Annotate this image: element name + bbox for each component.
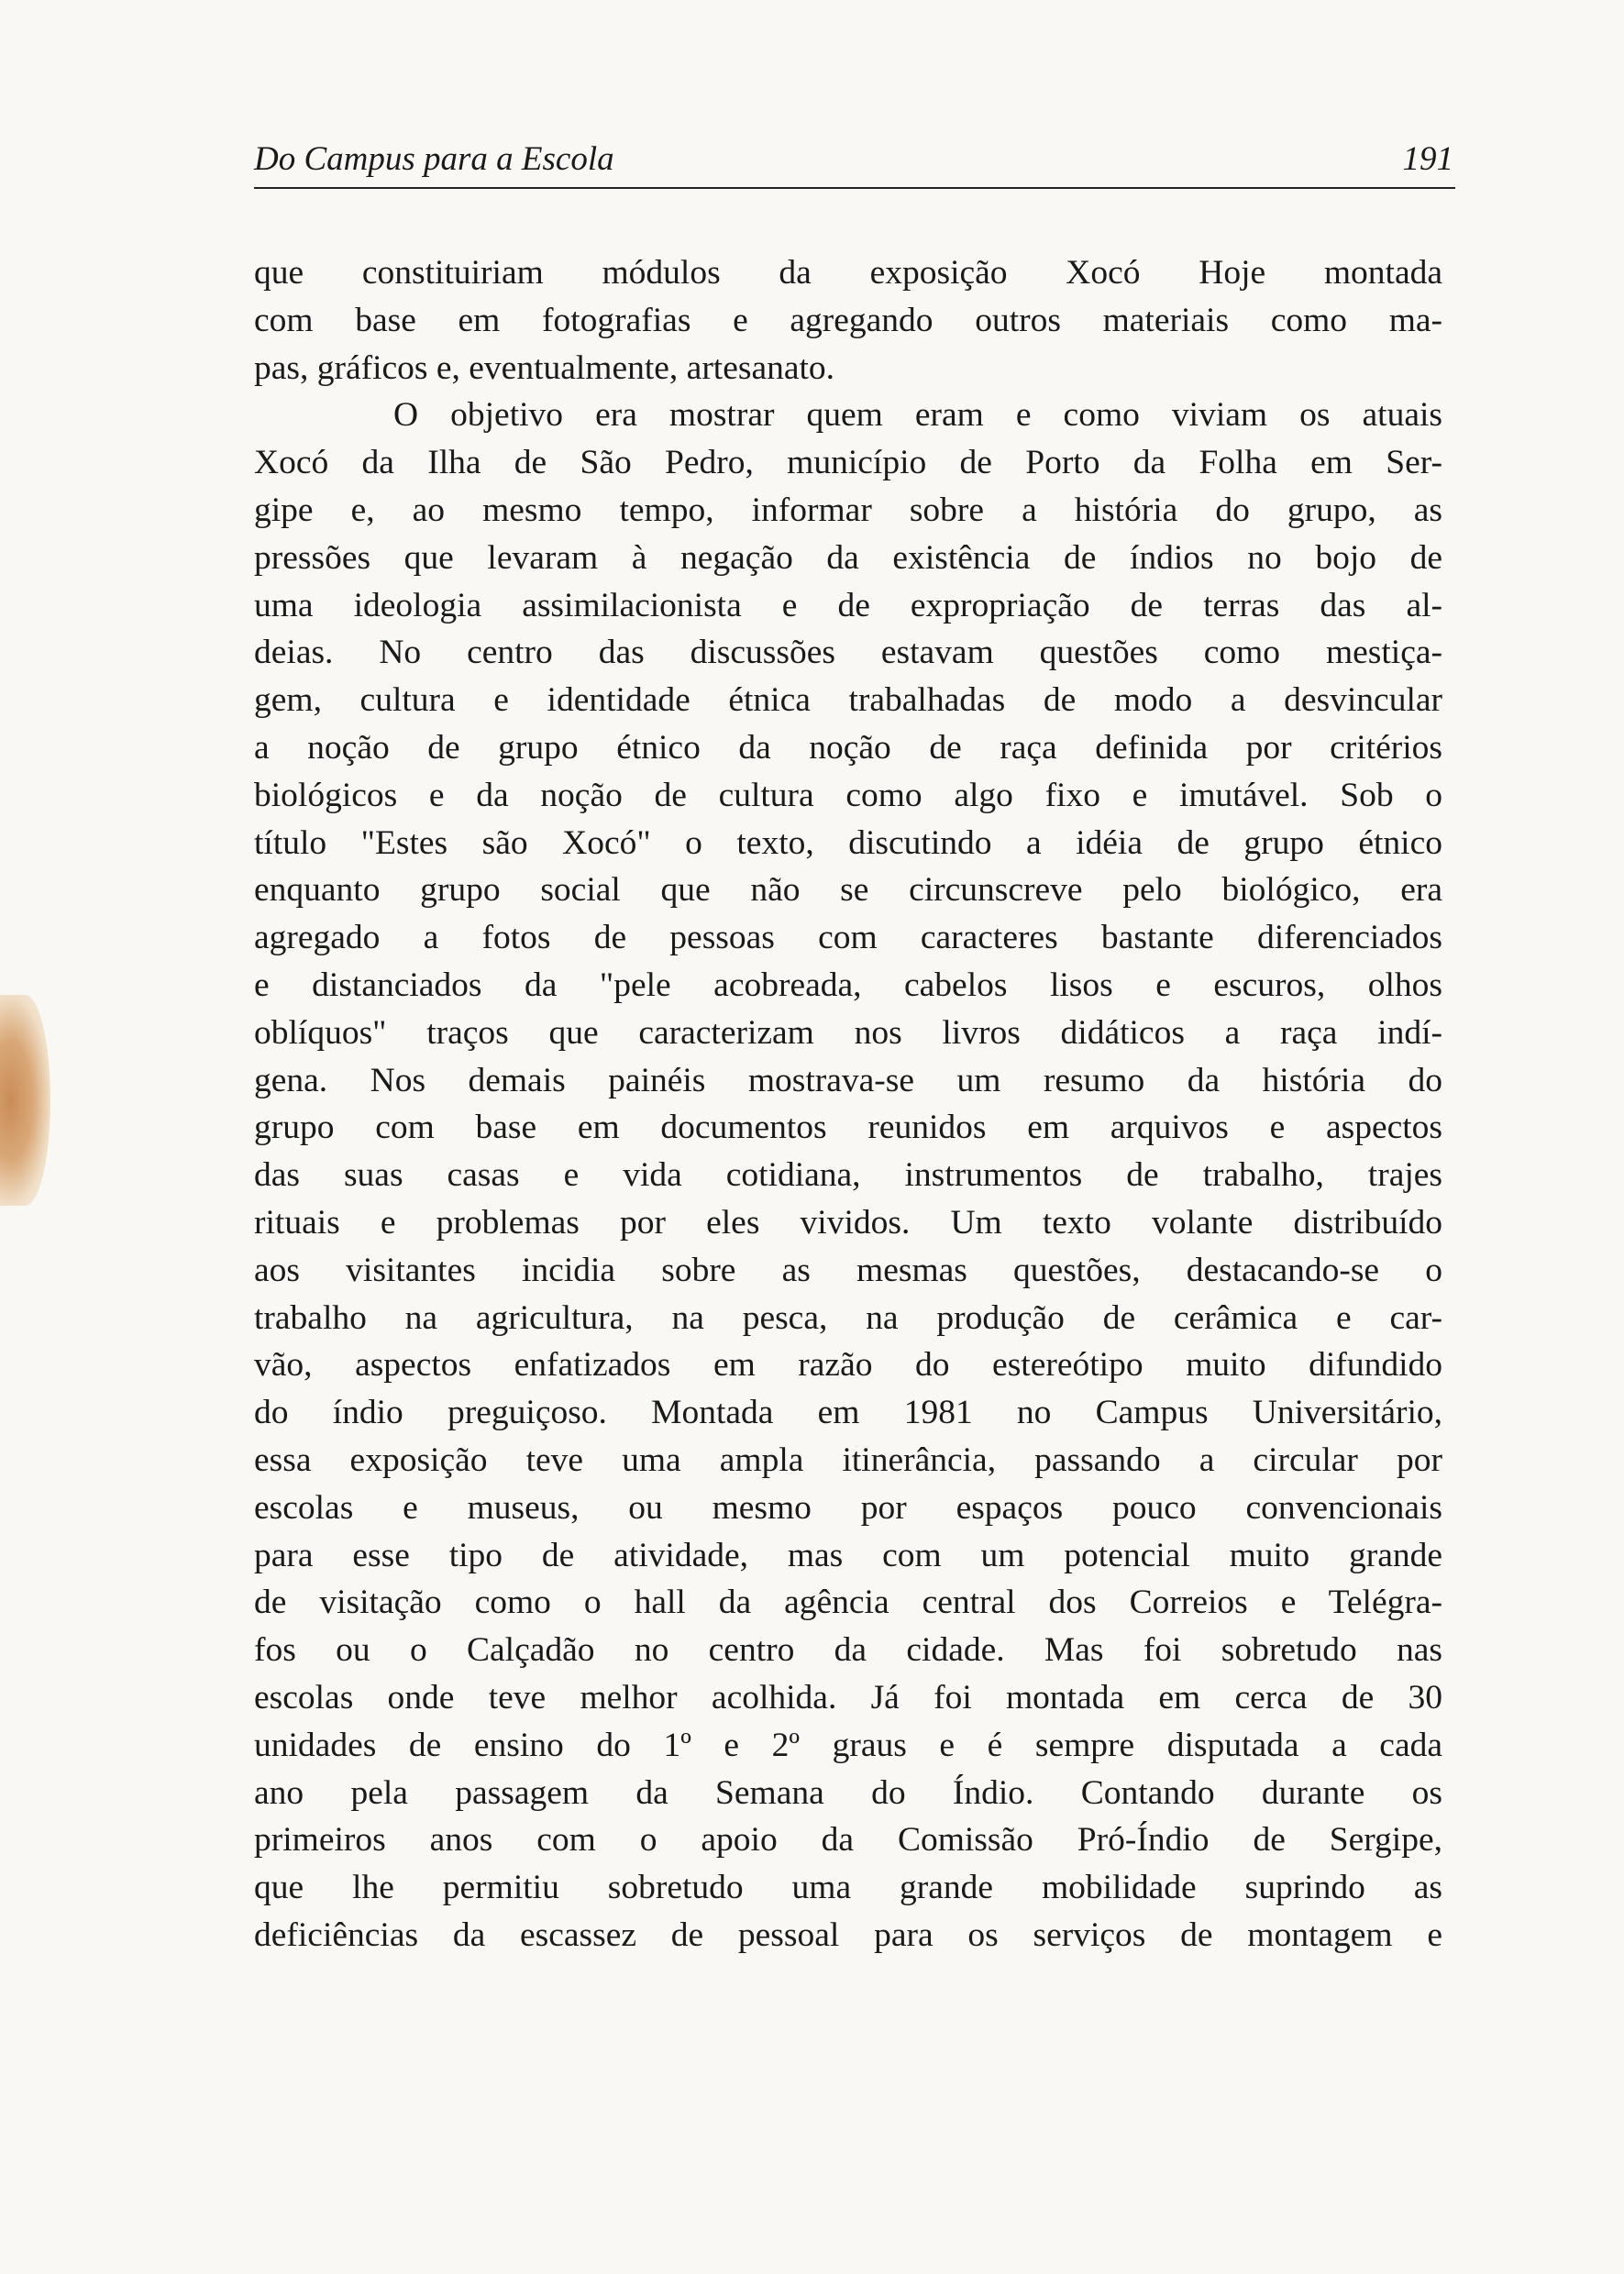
text-line: uma ideologia assimilacionista e de expropriação de terras das al- <box>254 586 1442 624</box>
text-line: deficiências da escassez de pessoal para os serviços de montagem e <box>254 1915 1442 1954</box>
text-line: vão, aspectos enfatizados em razão do estereótipo muito difundido <box>254 1346 1442 1385</box>
text-line: para esse tipo de atividade, mas com um potencial muito grande <box>254 1536 1442 1574</box>
text-line: das suas casas e vida cotidiana, instrumentos de trabalho, trajes <box>254 1156 1442 1195</box>
text-line: biológicos e da noção de cultura como algo fixo e imutável. Sob o <box>254 776 1442 814</box>
text-line: trabalho na agricultura, na pesca, na produção de cerâmica e car- <box>254 1298 1442 1337</box>
text-line: fos ou o Calçadão no centro da cidade. Mas foi sobretudo nas <box>254 1631 1442 1670</box>
text-line: unidades de ensino do 1º e 2º graus e é sempre disputada a cada <box>254 1726 1442 1764</box>
page-header <box>254 139 1455 189</box>
paragraph-start-line: O objetivo era mostrar quem eram e como viviam os atuais <box>393 396 1442 435</box>
text-line: aos visitantes incidia sobre as mesmas questões, destacando-se o <box>254 1251 1442 1289</box>
text-line: título "Estes são Xocó" o texto, discutindo a idéia de grupo étnico <box>254 823 1442 862</box>
text-line: gipe e, ao mesmo tempo, informar sobre a história do grupo, as <box>254 491 1442 529</box>
text-line: Xocó da Ilha de São Pedro, município de Porto da Folha em Ser- <box>254 444 1442 482</box>
text-line: que lhe permitiu sobretudo uma grande mobilidade suprindo as <box>254 1869 1442 1907</box>
text-line: do índio preguiçoso. Montada em 1981 no Campus Universitário, <box>254 1394 1442 1432</box>
text-line: ano pela passagem da Semana do Índio. Contando durante os <box>254 1773 1442 1812</box>
text-line: pressões que levaram à negação da existência de índios no bojo de <box>254 538 1442 577</box>
text-line: oblíquos" traços que caracterizam nos livros didáticos a raça indí- <box>254 1013 1442 1052</box>
text-line: gem, cultura e identidade étnica trabalhadas de modo a desvincular <box>254 681 1442 720</box>
text-line: essa exposição teve uma ampla itinerância, passando a circular por <box>254 1441 1442 1479</box>
text-line: pas, gráficos e, eventualmente, artesanato. <box>254 348 835 387</box>
page-number: 191 <box>1402 140 1453 178</box>
text-line: escolas e museus, ou mesmo por espaços pouco convencionais <box>254 1488 1442 1527</box>
text-line: deias. No centro das discussões estavam questões como mestiça- <box>254 634 1442 672</box>
text-line: agregado a fotos de pessoas com caracteres bastante diferenciados <box>254 919 1442 957</box>
text-line: a noção de grupo étnico da noção de raça definida por critérios <box>254 728 1442 767</box>
running-title: Do Campus para a Escola <box>254 140 614 178</box>
text-line: gena. Nos demais painéis mostrava-se um resumo da história do <box>254 1061 1442 1099</box>
text-line: escolas onde teve melhor acolhida. Já foi montada em cerca de 30 <box>254 1678 1442 1717</box>
text-line: de visitação como o hall da agência central dos Correios e Telégra- <box>254 1584 1442 1622</box>
body-text <box>254 249 1442 1959</box>
text-line: com base em fotografias e agregando outros materiais como ma- <box>254 301 1442 339</box>
text-line: enquanto grupo social que não se circunscreve pelo biológico, era <box>254 871 1442 910</box>
text-line: e distanciados da "pele acobreada, cabelos lisos e escuros, olhos <box>254 966 1442 1004</box>
text-line: rituais e problemas por eles vividos. Um texto volante distribuído <box>254 1203 1442 1242</box>
text-line: que constituiriam módulos da exposição Xocó Hoje montada <box>254 254 1442 292</box>
page-stain <box>0 995 50 1206</box>
text-line: primeiros anos com o apoio da Comissão Pró-Índio de Sergipe, <box>254 1821 1442 1860</box>
text-line: grupo com base em documentos reunidos em arquivos e aspectos <box>254 1109 1442 1147</box>
